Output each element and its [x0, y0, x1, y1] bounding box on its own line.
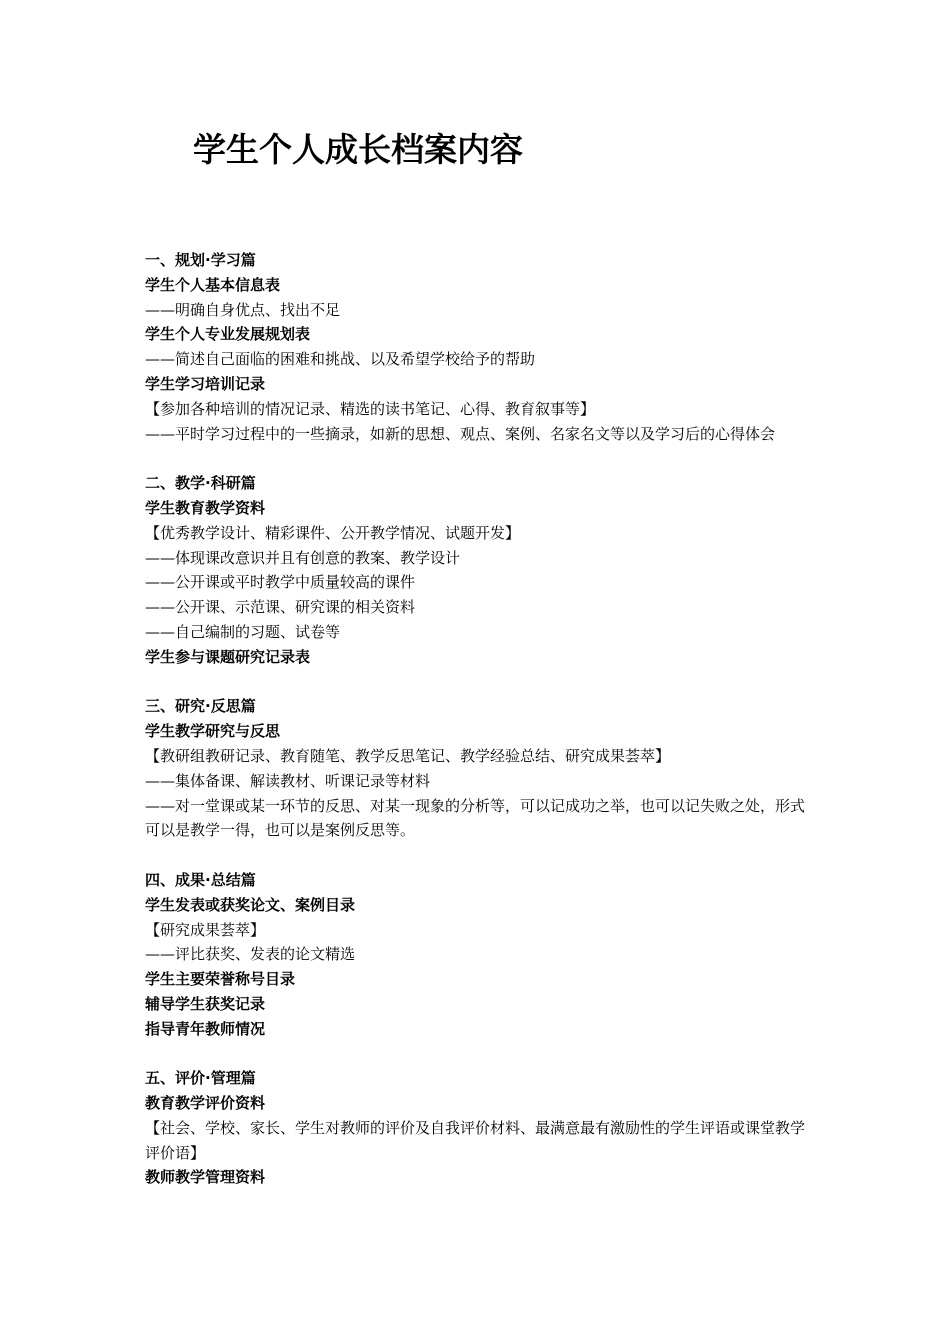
item-description: 【教研组教研记录、教育随笔、教学反思笔记、教学经验总结、研究成果荟萃】 [145, 746, 671, 765]
item-title: 辅导学生获奖记录 [145, 994, 266, 1013]
section-spacer [145, 843, 810, 868]
item-title: 学生主要荣誉称号目录 [145, 970, 296, 989]
section-heading: 五、评价·管理篇 [145, 1069, 256, 1088]
section-heading: 二、教学·科研篇 [145, 474, 256, 493]
item-description: ——简述自己面临的困难和挑战、以及希望学校给予的帮助 [145, 350, 536, 369]
section-2 [145, 471, 810, 669]
section-5 [145, 1066, 810, 1190]
section-4 [145, 868, 810, 1042]
section-spacer [145, 670, 810, 695]
item-description: 【研究成果荟萃】 [145, 920, 266, 939]
item-title: 学生学习培训记录 [145, 374, 266, 393]
item-description: 【优秀教学设计、精彩课件、公开教学情况、试题开发】 [145, 523, 521, 542]
item-title: 学生教育教学资料 [145, 498, 266, 517]
item-description: ——评比获奖、发表的论文精选 [145, 945, 356, 964]
item-description: ——对一堂课或某一环节的反思、对某一现象的分析等，可以记成功之举，也可以记失败之处，形式可以是教学一得，也可以是案例反思等。 [145, 796, 806, 840]
item-description: ——平时学习过程中的一些摘录，如新的思想、观点、案例、名家名文等以及学习后的心得体会 [145, 424, 776, 443]
item-description: ——体现课改意识并且有创意的教案、教学设计 [145, 548, 461, 567]
section-heading: 三、研究·反思篇 [145, 697, 256, 716]
section-1 [145, 248, 810, 446]
item-title: 学生个人专业发展规划表 [145, 325, 311, 344]
section-heading: 四、成果·总结篇 [145, 870, 256, 889]
item-description: 【社会、学校、家长、学生对教师的评价及自我评价材料、最满意最有激励性的学生评语或课堂教学评价语】 [145, 1118, 806, 1162]
item-description: 【参加各种培训的情况记录、精选的读书笔记、心得、教育叙事等】 [145, 399, 596, 418]
item-description: ——公开课或平时教学中质量较高的课件 [145, 573, 416, 592]
item-title: 指导青年教师情况 [145, 1019, 266, 1038]
item-title: 教师教学管理资料 [145, 1168, 266, 1187]
section-heading: 一、规划·学习篇 [145, 251, 256, 269]
document-title: 学生个人成长档案内容 [193, 130, 523, 169]
section-3 [145, 694, 810, 843]
item-title: 学生个人基本信息表 [145, 275, 281, 294]
item-description: ——公开课、示范课、研究课的相关资料 [145, 598, 416, 617]
document-body [145, 248, 810, 1190]
item-description: ——自己编制的习题、试卷等 [145, 622, 341, 641]
item-description: ——明确自身优点、找出不足 [145, 300, 341, 319]
section-spacer [145, 1042, 810, 1067]
item-description: ——集体备课、解读教材、听课记录等材料 [145, 771, 431, 790]
item-title: 学生参与课题研究记录表 [145, 647, 311, 666]
item-title: 学生发表或获奖论文、案例目录 [145, 895, 356, 914]
section-spacer [145, 446, 810, 471]
item-title: 教育教学评价资料 [145, 1094, 266, 1113]
item-title: 学生教学研究与反思 [145, 722, 281, 741]
